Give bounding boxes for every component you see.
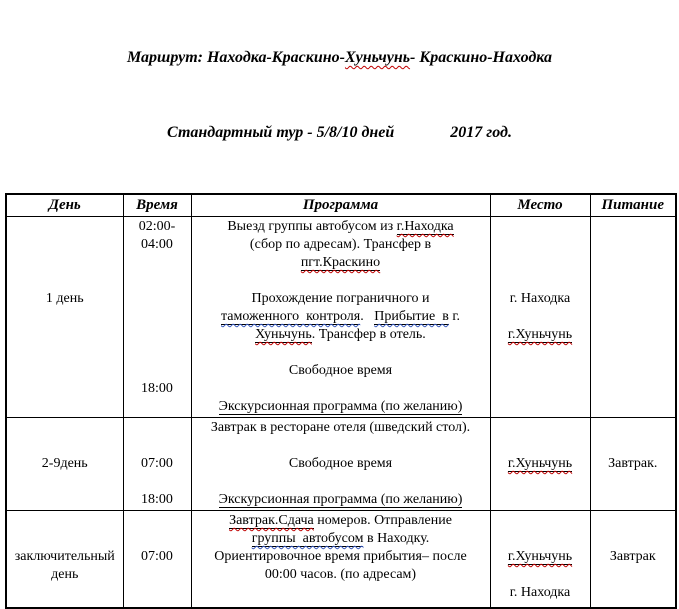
header-time: Время — [123, 194, 191, 217]
itinerary-table — [5, 193, 677, 609]
cell-place: г. Находка г.Хуньчунь — [490, 217, 590, 418]
header-meal: Питание — [590, 194, 676, 217]
cell-meal — [590, 217, 676, 418]
document-page — [0, 13, 679, 600]
cell-time: 02:00- 04:00 18:00 — [123, 217, 191, 418]
cell-program: Завтрак.Сдача номеров. Отправление группы автобусом в Находку. Ориентировочное время прибытия– после 00:00 часов. (по адресам) — [191, 511, 490, 609]
header-program: Программа — [191, 194, 490, 217]
cell-meal: Завтрак. — [590, 418, 676, 511]
cell-time: 07:00 18:00 — [123, 418, 191, 511]
table-row-final-day — [6, 511, 676, 609]
title-tour-line: Стандартный тур - 5/8/10 дней 2017 год. — [167, 124, 512, 141]
cell-day: 2-9день — [6, 418, 123, 511]
cell-day: 1 день — [6, 217, 123, 418]
cell-program: Завтрак в ресторане отеля (шведский стол). Свободное время Экскурсионная программа (по желанию) — [191, 418, 490, 511]
table-row-days-2-9 — [6, 418, 676, 511]
cell-place: г.Хуньчунь — [490, 418, 590, 511]
header-day: День — [6, 194, 123, 217]
cell-day: заключительный день — [6, 511, 123, 609]
cell-program: Выезд группы автобусом из г.Находка (сбор по адресам). Трансфер в пгт.Краскино Прохождение пограничного и таможенного контроля. Прибытие в г. Хуньчунь. Трансфер в отель. Свободное время Экскурсионная программа (по желанию) — [191, 217, 490, 418]
table-row-day-1 — [6, 217, 676, 418]
cell-time: 07:00 — [123, 511, 191, 609]
cell-place: г.Хуньчунь г. Находка — [490, 511, 590, 609]
document-title — [0, 13, 679, 178]
header-place: Место — [490, 194, 590, 217]
title-route-line: Маршрут: Находка-Краскино-Хуньчунь- Краскино-Находка — [126, 49, 553, 66]
cell-meal: Завтрак — [590, 511, 676, 609]
table-header-row — [6, 194, 676, 217]
